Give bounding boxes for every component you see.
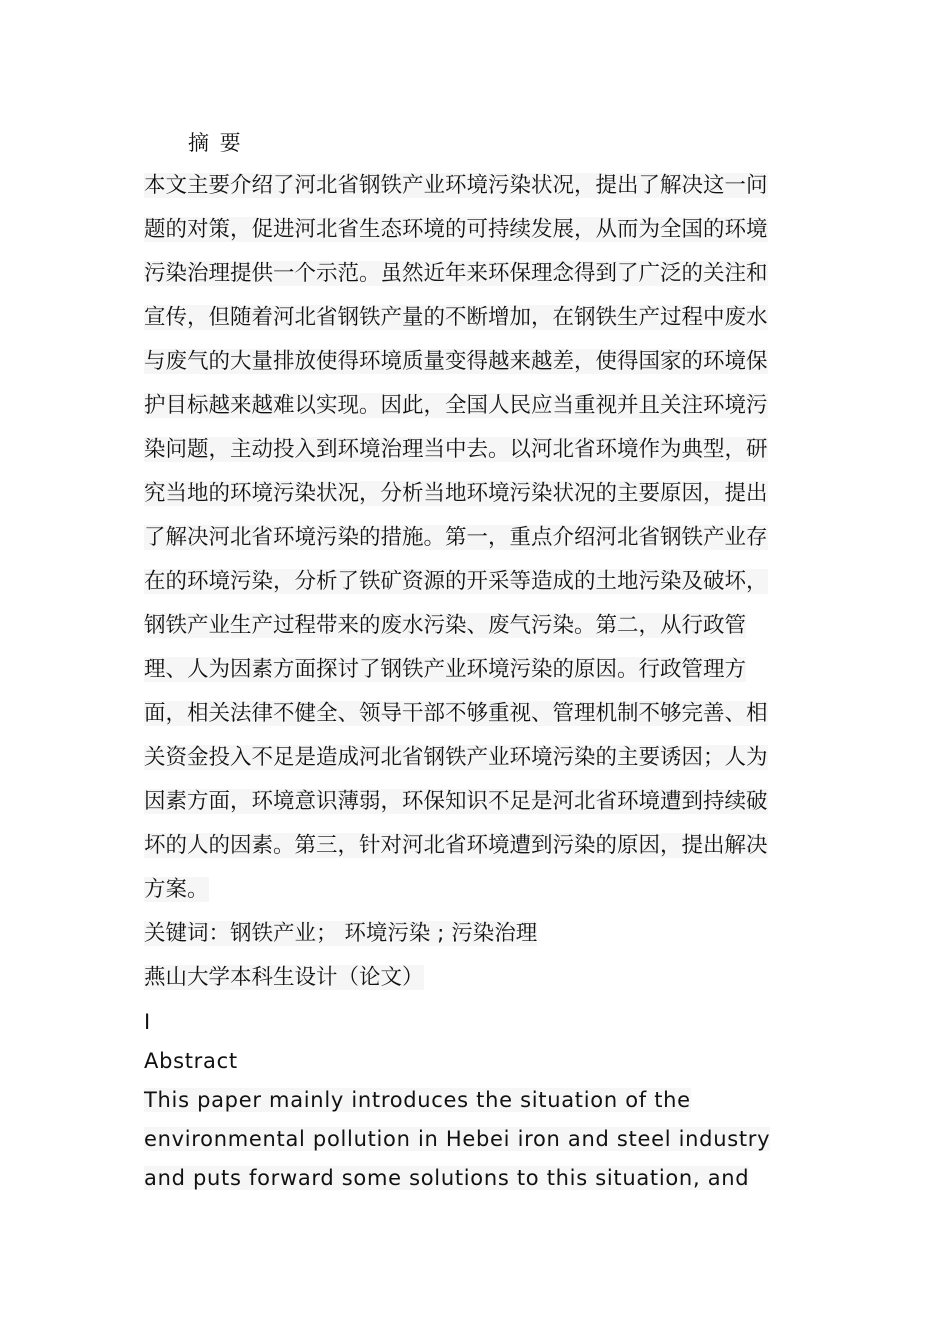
- abstract-cn-line: 在的环境污染，分析了铁矿资源的开采等造成的土地污染及破坏，: [144, 569, 768, 594]
- abstract-en-heading: Abstract: [144, 1049, 238, 1073]
- abstract-cn-line: 护目标越来越难以实现。因此，全国人民应当重视并且关注环境污: [144, 393, 768, 418]
- abstract-cn-line: 方案。: [144, 877, 209, 902]
- abstract-cn-line: 理、人为因素方面探讨了钢铁产业环境污染的原因。行政管理方: [144, 657, 747, 682]
- abstract-en-line: and puts forward some solutions to this situation, and: [144, 1166, 750, 1190]
- abstract-cn-line: 关资金投入不足是造成河北省钢铁产业环境污染的主要诱因；人为: [144, 745, 768, 770]
- abstract-cn-line: 与废气的大量排放使得环境质量变得越来越差，使得国家的环境保: [144, 349, 768, 374]
- abstract-cn-line: 究当地的环境污染状况，分析当地环境污染状况的主要原因，提出: [144, 481, 768, 506]
- abstract-cn-line: 染问题，主动投入到环境治理当中去。以河北省环境作为典型，研: [144, 437, 768, 462]
- abstract-en-line: This paper mainly introduces the situation of the: [144, 1088, 691, 1112]
- abstract-cn-line: 钢铁产业生产过程带来的废水污染、废气污染。第二，从行政管: [144, 613, 747, 638]
- thesis-footer: 燕山大学本科生设计（论文）: [144, 965, 424, 990]
- abstract-cn-line: 因素方面，环境意识薄弱，环保知识不足是河北省环境遭到持续破: [144, 789, 768, 814]
- abstract-en-line: environmental pollution in Hebei iron and steel industry: [144, 1127, 771, 1151]
- abstract-cn-line: 了解决河北省环境污染的措施。第一，重点介绍河北省钢铁产业存: [144, 525, 768, 550]
- keywords-line: 关键词：钢铁产业； 环境污染 ; 污染治理: [144, 921, 538, 946]
- abstract-cn-line: 坏的人的因素。第三，针对河北省环境遭到污染的原因，提出解决: [144, 833, 768, 858]
- page-number: I: [144, 1010, 151, 1034]
- abstract-cn-line: 宣传，但随着河北省钢铁产量的不断增加，在钢铁生产过程中废水: [144, 305, 768, 330]
- abstract-cn-line: 面，相关法律不健全、领导干部不够重视、管理机制不够完善、相: [144, 701, 768, 726]
- abstract-cn-line: 污染治理提供一个示范。虽然近年来环保理念得到了广泛的关注和: [144, 261, 768, 286]
- abstract-cn-heading: 摘 要: [188, 131, 243, 155]
- abstract-cn-line: 题的对策，促进河北省生态环境的可持续发展，从而为全国的环境: [144, 217, 768, 242]
- abstract-cn-line: 本文主要介绍了河北省钢铁产业环境污染状况，提出了解决这一问: [144, 173, 768, 198]
